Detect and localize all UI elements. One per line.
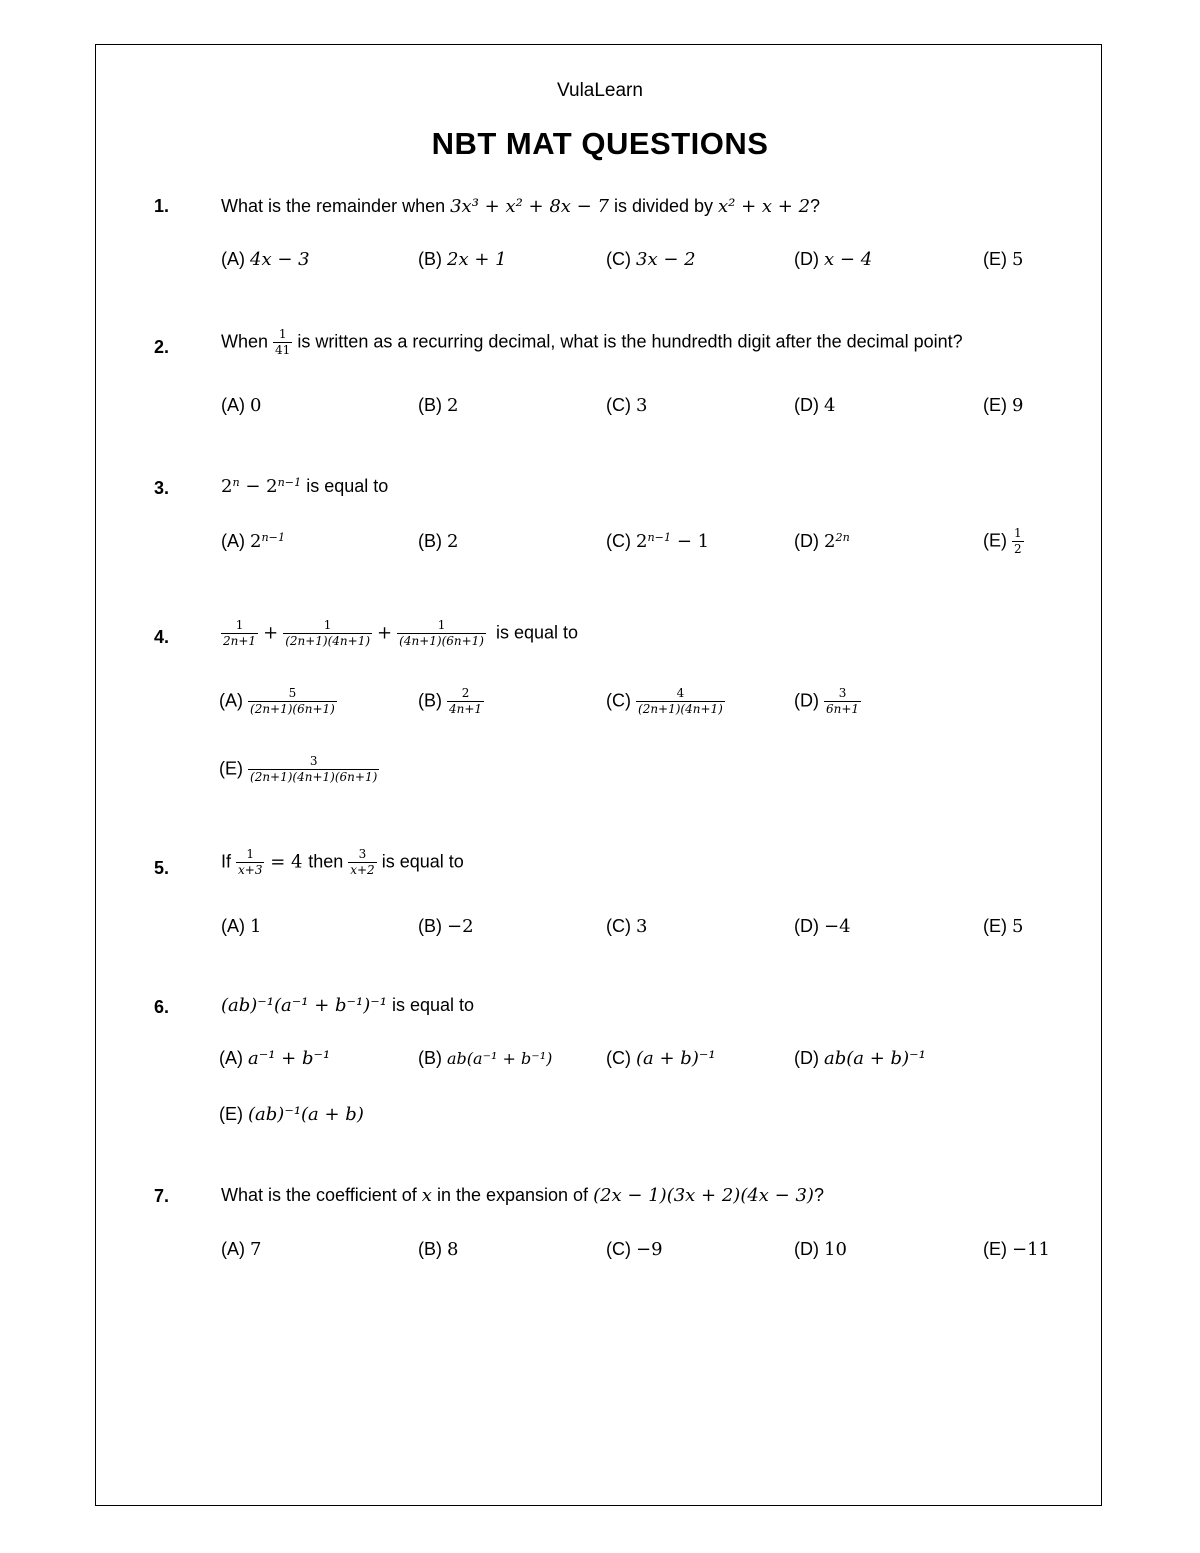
option-label: (D) — [794, 1048, 819, 1068]
option-label: (B) — [418, 690, 442, 711]
option-label: (C) — [606, 690, 631, 711]
question-suffix: ? — [810, 196, 821, 216]
option-label: (A) — [221, 1239, 245, 1259]
fraction-numerator: 2 — [447, 686, 484, 702]
option-label: (B) — [418, 916, 442, 936]
option-b[interactable] — [418, 249, 507, 270]
option-value: (ab)⁻¹(a + b) — [248, 1104, 364, 1125]
base: 2 — [266, 476, 278, 497]
option-label: (D) — [794, 916, 819, 936]
fraction — [248, 754, 379, 785]
option-label: (D) — [794, 1239, 819, 1259]
question-text — [221, 847, 464, 878]
option-e[interactable] — [983, 916, 1023, 937]
option-a[interactable] — [221, 1239, 261, 1260]
option-a[interactable] — [219, 1048, 330, 1069]
option-a[interactable] — [219, 686, 337, 717]
fraction-numerator: 3 — [248, 754, 379, 770]
option-label: (C) — [606, 1239, 631, 1259]
fraction-numerator: 1 — [1014, 526, 1022, 540]
plus-sign: + — [263, 622, 279, 644]
question-suffix: is written as a recurring decimal, what is the hundredth digit after the decimal point? — [292, 331, 963, 352]
option-d[interactable] — [794, 531, 850, 552]
question-text — [221, 995, 474, 1016]
page-title: NBT MAT QUESTIONS — [431, 126, 769, 161]
base: 2 — [636, 531, 648, 552]
option-value: 2 — [447, 395, 459, 416]
tail: − 1 — [671, 531, 710, 552]
option-value: 8 — [447, 1239, 459, 1260]
fraction-numerator: 1 — [283, 618, 372, 634]
question-text — [221, 476, 388, 497]
fraction-denominator: 2n+1 — [223, 634, 257, 648]
option-label: (C) — [606, 395, 631, 415]
option-b[interactable] — [418, 686, 484, 717]
fraction-denominator: 4n+1 — [449, 702, 483, 716]
fraction — [283, 618, 372, 649]
fraction — [221, 618, 258, 649]
question-middle: in the expansion of — [431, 1185, 594, 1205]
question-prefix: What is the remainder when — [221, 196, 451, 216]
option-a[interactable] — [221, 395, 261, 416]
base: 2 — [221, 476, 233, 497]
question-number: 4. — [154, 627, 170, 647]
option-value: 2x + 1 — [447, 249, 507, 270]
option-b[interactable] — [418, 531, 458, 552]
option-label: (D) — [794, 531, 819, 551]
option-a[interactable] — [221, 531, 285, 552]
option-b[interactable] — [418, 1048, 552, 1069]
option-e[interactable] — [983, 395, 1023, 416]
option-value — [824, 531, 850, 552]
option-value: 5 — [1012, 916, 1024, 937]
option-label: (C) — [606, 531, 631, 551]
fraction — [248, 686, 337, 717]
option-value: 3 — [636, 916, 648, 937]
option-c[interactable] — [606, 531, 709, 552]
question-number: 6. — [154, 997, 170, 1017]
option-value: −2 — [447, 916, 474, 937]
option-label: (B) — [418, 249, 442, 269]
option-c[interactable] — [606, 395, 647, 416]
option-value: 1 — [250, 916, 262, 937]
fraction-denominator: x+3 — [238, 863, 263, 877]
fraction-numerator: 1 — [221, 618, 258, 634]
option-d[interactable] — [794, 1239, 847, 1260]
math-expression: (2x − 1)(3x + 2)(4x − 3) — [593, 1185, 814, 1206]
fraction — [824, 686, 861, 717]
option-value: ab(a⁻¹ + b⁻¹) — [447, 1049, 553, 1068]
base: 2 — [824, 531, 836, 552]
question-number: 5. — [154, 858, 170, 878]
fraction-denominator: 2 — [1014, 542, 1022, 556]
math-expression: (ab)⁻¹(a⁻¹ + b⁻¹)⁻¹ — [221, 995, 387, 1016]
fraction — [236, 847, 264, 878]
question-text — [221, 327, 963, 358]
option-d[interactable] — [794, 249, 872, 270]
option-value: −9 — [636, 1239, 663, 1260]
option-value: 3 — [636, 395, 648, 416]
question-number: 2. — [154, 337, 170, 357]
fraction-numerator: 5 — [248, 686, 337, 702]
option-label: (A) — [221, 531, 245, 551]
option-label: (E) — [983, 395, 1007, 415]
option-value: 3x − 2 — [636, 249, 696, 270]
fraction-numerator: 1 — [236, 847, 264, 863]
option-b[interactable] — [418, 395, 458, 416]
option-label: (A) — [221, 249, 245, 269]
fraction-denominator: (2n+1)(4n+1)(6n+1) — [250, 770, 378, 784]
variable: x — [421, 1185, 432, 1206]
fraction — [273, 327, 292, 358]
question-prefix: What is the coefficient of — [221, 1185, 422, 1205]
option-d[interactable] — [794, 395, 835, 416]
math-expression: 3x³ + x² + 8x − 7 — [450, 196, 609, 217]
option-value: 0 — [250, 395, 262, 416]
fraction-numerator: 3 — [348, 847, 376, 863]
option-c[interactable] — [606, 249, 696, 270]
option-a[interactable] — [221, 916, 261, 937]
operator: − — [239, 476, 267, 497]
option-value: a⁻¹ + b⁻¹ — [248, 1048, 331, 1069]
option-c[interactable] — [606, 1048, 716, 1069]
fraction-denominator: (4n+1)(6n+1) — [399, 634, 484, 648]
question-text — [221, 196, 820, 217]
option-d[interactable] — [794, 1048, 926, 1069]
question-suffix: is equal to — [387, 995, 475, 1015]
option-c[interactable] — [606, 1239, 663, 1260]
fraction — [397, 618, 486, 649]
option-label: (A) — [219, 690, 243, 711]
option-label: (E) — [983, 249, 1007, 269]
question-middle: then — [308, 851, 349, 872]
option-label: (E) — [983, 1239, 1007, 1259]
math-expression: x² + x + 2 — [718, 196, 811, 217]
fraction-denominator: 41 — [275, 343, 291, 357]
option-label: (D) — [794, 690, 819, 711]
plus-sign: + — [377, 622, 393, 644]
fraction — [1012, 526, 1024, 557]
option-label: (D) — [794, 249, 819, 269]
option-label: (A) — [221, 916, 245, 936]
fraction-denominator: (2n+1)(4n+1) — [638, 702, 723, 716]
option-e[interactable] — [219, 754, 379, 785]
option-e[interactable] — [219, 1104, 364, 1125]
option-d[interactable] — [794, 686, 861, 717]
option-label: (B) — [418, 1239, 442, 1259]
option-label: (C) — [606, 916, 631, 936]
math-expression — [221, 476, 301, 497]
option-e[interactable] — [983, 1239, 1050, 1260]
option-value: 10 — [824, 1239, 847, 1260]
fraction — [348, 847, 376, 878]
option-value — [250, 531, 285, 552]
option-c[interactable] — [606, 686, 725, 717]
option-value — [636, 531, 709, 552]
option-c[interactable] — [606, 916, 647, 937]
option-value: 9 — [1012, 395, 1024, 416]
option-value: (a + b)⁻¹ — [636, 1048, 716, 1069]
fraction-numerator: 1 — [397, 618, 486, 634]
question-suffix: is equal to — [301, 476, 389, 496]
option-value: 7 — [250, 1239, 262, 1260]
question-text — [221, 1185, 824, 1206]
question-suffix: is equal to — [496, 622, 579, 643]
fraction-denominator: (2n+1)(6n+1) — [250, 702, 335, 716]
exponent: n — [232, 475, 240, 489]
equation: = 4 — [264, 851, 309, 873]
brand-name: VulaLearn — [557, 80, 643, 101]
option-d[interactable] — [794, 916, 851, 937]
option-value: 2 — [447, 531, 459, 552]
option-label: (A) — [219, 1048, 243, 1068]
option-label: (A) — [221, 395, 245, 415]
option-label: (D) — [794, 395, 819, 415]
option-label: (C) — [606, 249, 631, 269]
question-number: 7. — [154, 1186, 170, 1206]
base: 2 — [250, 531, 262, 552]
option-label: (E) — [219, 758, 243, 779]
option-b[interactable] — [418, 1239, 458, 1260]
exponent: n−1 — [277, 475, 302, 489]
fraction — [636, 686, 725, 717]
option-value: 4x − 3 — [250, 249, 310, 270]
exponent: n−1 — [261, 530, 286, 544]
question-number: 1. — [154, 196, 170, 216]
question-suffix: is equal to — [376, 851, 464, 872]
option-label: (E) — [983, 916, 1007, 936]
option-a[interactable] — [221, 249, 310, 270]
fraction-denominator: 6n+1 — [826, 702, 860, 716]
option-value: −11 — [1012, 1239, 1051, 1260]
option-value: x − 4 — [824, 249, 873, 270]
option-value: ab(a + b)⁻¹ — [824, 1048, 926, 1069]
option-label: (E) — [219, 1104, 243, 1124]
option-b[interactable] — [418, 916, 474, 937]
exponent: n−1 — [647, 530, 672, 544]
option-label: (B) — [418, 395, 442, 415]
fraction — [447, 686, 484, 717]
question-middle: is divided by — [608, 196, 718, 216]
question-number: 3. — [154, 478, 170, 498]
fraction-numerator: 3 — [824, 686, 861, 702]
question-suffix: ? — [813, 1185, 824, 1205]
fraction-denominator: x+2 — [350, 863, 375, 877]
option-value: 5 — [1012, 249, 1024, 270]
option-value: 4 — [824, 395, 836, 416]
fraction-numerator: 1 — [273, 327, 292, 343]
option-label: (B) — [418, 1048, 442, 1068]
exponent: 2n — [835, 530, 850, 544]
question-text — [221, 618, 578, 649]
option-e[interactable] — [983, 526, 1024, 557]
fraction-numerator: 4 — [636, 686, 725, 702]
fraction-denominator: (2n+1)(4n+1) — [285, 634, 371, 648]
option-label: (C) — [606, 1048, 631, 1068]
option-e[interactable] — [983, 249, 1023, 270]
question-prefix: When — [221, 331, 274, 352]
option-value: −4 — [824, 916, 851, 937]
option-label: (E) — [983, 530, 1007, 551]
option-label: (B) — [418, 531, 442, 551]
question-prefix: If — [221, 851, 237, 872]
